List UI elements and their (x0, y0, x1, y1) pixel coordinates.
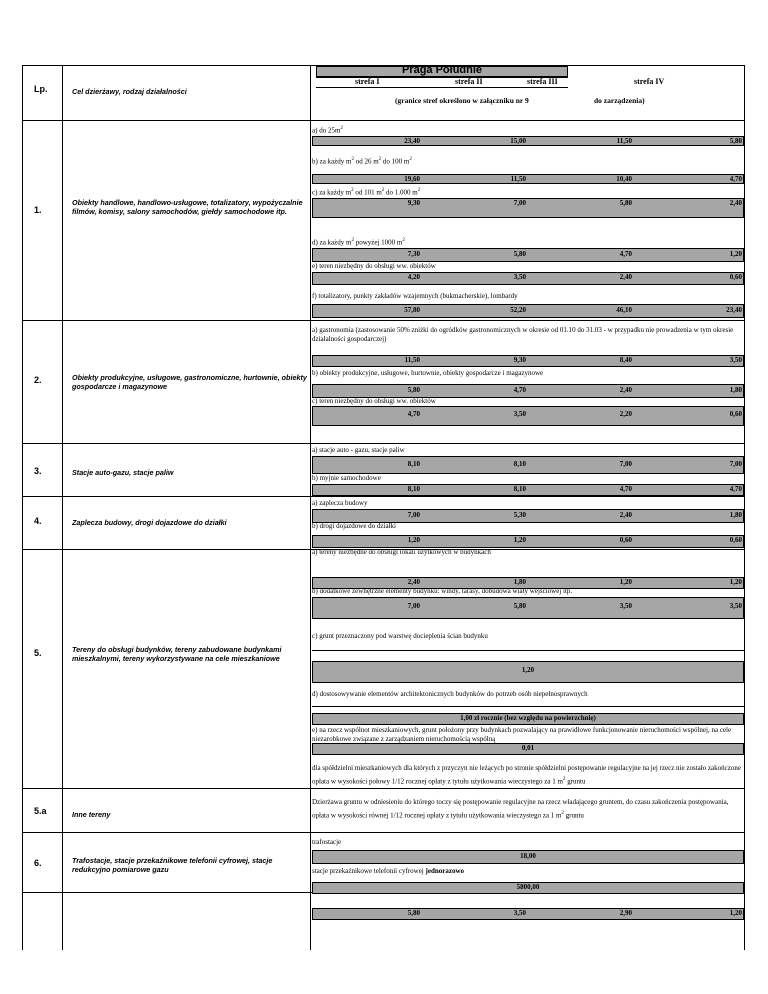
item-label: a) stacje auto - gazu, stacje paliw (312, 446, 405, 454)
item-text: Dzierżawa gruntu w odniesieniu do którego toczy się postępowanie regulacyjne na rzecz władającego gruntem, do czasu zakończenia postępowania, opłata w wysokości równej 1/12 rocznej opłaty z tytułu użytkowania wieczystego za 1 $m^2$ gruntu (312, 798, 729, 820)
value-zone-3: 4,70 (619, 485, 632, 493)
value-zone-2: 5,80 (513, 250, 526, 258)
row-number: 6. (34, 858, 42, 868)
zones-note: (granice stref określono w załączniku nr 9 (395, 96, 529, 105)
header-line (316, 87, 568, 88)
value-zone-1: 4,70 (407, 410, 420, 418)
zone-4-header: strefa IV (634, 77, 665, 86)
value-zone-3: 11,50 (616, 137, 632, 145)
row-separator (22, 320, 745, 321)
item-label: a) tereny niezbędne do obsługi lokali użytkowych w budynkach (312, 548, 491, 556)
value-zone-1: 7,00 (407, 602, 420, 610)
item-label: c) grunt przeznaczony pod warstwę docieplenia ścian budynku (312, 632, 488, 640)
value-zone-1: 5,80 (407, 386, 420, 394)
value-zone-2: 4,70 (513, 386, 526, 394)
value-zone-4: 1,80 (729, 386, 742, 394)
value-zone-3: 5,80 (619, 199, 632, 207)
value-all-zones: 1,00 zł rocznie (bez względu na powierzchnię) (460, 714, 596, 722)
item-label: dla spółdzielni mieszkaniowych dla których z przyczyn nie leżących po stronie spółdzielni postępowanie regulacyjne na jej rzecz nie zostało zakończone opłata w wysokości połowy 1/12 rocznej opłaty z tytułu użytkowania wieczystego za 1 $m^2$ gruntu (312, 764, 741, 786)
value-zone-2: 5,30 (513, 511, 526, 519)
value-zone-3: 2,40 (619, 511, 632, 519)
value-zone-4: 0,60 (729, 536, 742, 544)
item-label: b) drogi dojazdowe do działki (312, 522, 396, 530)
item-label: a) gastronomia (zastosowanie 50% zniżki do ogródków gastronomicznych w okresie od 01.10 do 31.03 - w przypadku nie prowadzenia w tym okresie działalności gospodarczej) (312, 326, 734, 343)
zone-3-header: strefa III (527, 77, 558, 86)
value-zone-3: 2,20 (619, 410, 632, 418)
value-zone-1: 8,10 (407, 485, 420, 493)
value-zone-2: 7,00 (513, 199, 526, 207)
row-separator (312, 650, 744, 651)
value-zone-2: 9,30 (513, 356, 526, 364)
item-label: e) na rzecz wspólnot mieszkaniowych, grunt położony przy budynkach pozwalający na prawidłowe funkcjonowanie nieruchomości wspólnej, na cele niezarobkowe związane z zarządzaniem nieruchomością wspólną (312, 726, 732, 743)
value-zone-3: 3,50 (619, 602, 632, 610)
lp-column-divider (62, 65, 63, 950)
item-label: b) myjnie samochodowe (312, 474, 381, 482)
value-zone-4: 0,60 (729, 273, 742, 281)
row-separator (22, 788, 745, 789)
row-description: Inne tereny (72, 810, 111, 819)
value-zone-4: 3,50 (729, 356, 742, 364)
value-zone-2: 8,10 (513, 460, 526, 468)
value-zone-4: 1,20 (729, 578, 742, 586)
value-zone-2: 3,50 (513, 410, 526, 418)
row-separator (22, 496, 745, 497)
value-zone-1: 8,10 (407, 460, 420, 468)
value-zone-3: 46,10 (616, 306, 632, 314)
value-zone-1: 1,20 (407, 536, 420, 544)
item-label: a) do $25m^2$ (312, 126, 343, 135)
value-zone-1: 11,50 (404, 356, 420, 364)
table-right-border (744, 65, 745, 950)
zone-2-header: strefa II (455, 77, 483, 86)
value-all-zones: 1,20 (521, 666, 535, 674)
row-description: Zaplecza budowy, drogi dojazdowe do działki (72, 518, 227, 527)
value-zone-2: 1,80 (513, 578, 526, 586)
item-label: c) za każdy $m^2$ od 101 $m^2$ do 1.000 $m^2$ (312, 188, 421, 197)
value-zone-3: 10,40 (616, 175, 632, 183)
row-separator (22, 443, 745, 444)
row-separator (312, 706, 744, 707)
value-zone-4: 0,60 (729, 410, 742, 418)
value-zone-3: 4,70 (619, 250, 632, 258)
item-label: e) teren niezbędny do obsługi ww. obiektów (312, 262, 436, 270)
row-description: Tereny do obsługi budynków, tereny zabudowane budynkami mieszkalnymi, tereny wykorzystywane na cele mieszkaniowe (72, 645, 282, 663)
zone-1-header: strefa I (355, 77, 380, 86)
item-label: d) za każdy $m^2$ powyżej 1000 $m^2$ (312, 238, 405, 247)
item-label: trafostacje (312, 838, 342, 846)
value-zone-3: 2,90 (619, 909, 632, 917)
value-zone-4: 23,40 (726, 306, 742, 314)
value-zone-4: 1,20 (729, 250, 742, 258)
item-label: d) dostosowywanie elementów architektonicznych budynków do potrzeb osób niepełnosprawnych (312, 690, 588, 698)
value-zone-4: 5,80 (729, 137, 742, 145)
value-zone-3: 1,20 (619, 578, 632, 586)
value-zone-2: 11,50 (510, 175, 526, 183)
value-zone-1: 7,00 (407, 511, 420, 519)
value-zone-4: 2,40 (729, 199, 742, 207)
zones-note-end: do zarządzenia) (594, 96, 645, 105)
value-zone-3: 2,40 (619, 273, 632, 281)
value-all-zones: 0,01 (521, 744, 535, 752)
region-title: Praga Południe (401, 64, 483, 76)
value-zone-2: 5,80 (513, 602, 526, 610)
row-number: 1. (34, 205, 42, 215)
value-zone-2: 3,50 (513, 909, 526, 917)
lp-header: Lp. (34, 84, 48, 94)
item-label: b) za każdy $m^2$ od 26 $m^2$ do 100 $m^2$ (312, 157, 412, 166)
value-zone-1: 57,80 (404, 306, 420, 314)
row-number: 5.a (34, 806, 47, 816)
desc-column-divider (310, 65, 311, 950)
value-zone-3: 2,40 (619, 386, 632, 394)
value-zone-1: 2,40 (407, 578, 420, 586)
value-zone-3: 0,60 (619, 536, 632, 544)
value-zone-4: 7,00 (729, 460, 742, 468)
value-zone-1: 19,60 (404, 175, 420, 183)
item-label: a) zaplecza budowy (312, 499, 368, 507)
item-label: f) totalizatory, punkty zakładów wzajemnych (bukmacherskie), lombardy (312, 292, 518, 300)
row-number: 3. (34, 466, 42, 476)
value-zone-1: 7,30 (407, 250, 420, 258)
item-label: b) dodatkowe zewnętrzne elementy budynku: windy, tarasy, dobudowa wiaty wejściowej itp. (312, 587, 573, 595)
purpose-header: Cel dzierżawy, rodzaj działalności (72, 87, 187, 96)
value-zone-1: 4,20 (407, 273, 420, 281)
value-zone-1: 9,30 (407, 199, 420, 207)
value-zone-4: 1,80 (729, 511, 742, 519)
row-separator (22, 832, 745, 833)
value-zone-2: 8,10 (513, 485, 526, 493)
row-number: 4. (34, 516, 42, 526)
item-label: b) obiekty produkcyjne, usługowe, hurtownie, obiekty gospodarcze i magazynowe (312, 369, 544, 377)
value-zone-2: 15,00 (510, 137, 526, 145)
item-label: stacje przekaźnikowe telefonii cyfrowej jednorazowo (312, 867, 465, 875)
value-zone-3: 8,40 (619, 356, 632, 364)
value-zone-1: 23,40 (404, 137, 420, 145)
value-zone-1: 5,80 (407, 909, 420, 917)
value-zone-2: 3,50 (513, 273, 526, 281)
row-description: Obiekty produkcyjne, usługowe, gastronomiczne, hurtownie, obiekty gospodarcze i magazynowe (72, 373, 307, 391)
value-zone-4: 3,50 (729, 602, 742, 610)
value-zone-4: 4,70 (729, 175, 742, 183)
value-zone-4: 4,70 (729, 485, 742, 493)
item-label: c) teren niezbędny do obsługi ww. obiektów (312, 397, 436, 405)
value-all-zones: 18,00 (520, 852, 536, 860)
table-left-border (22, 65, 23, 950)
row-separator (22, 120, 745, 121)
row-description: Trafostacje, stacje przekaźnikowe telefonii cyfrowej, stacje redukcyjno pomiarowe gazu (72, 856, 273, 874)
value-zone-4: 1,20 (729, 909, 742, 917)
row-description: Obiekty handlowe, handlowo-usługowe, totalizatory, wypożyczalnie filmów, komisy, salony samochodów, giełdy samochodowe itp. (72, 198, 303, 216)
value-zone-3: 7,00 (619, 460, 632, 468)
value-all-zones: 5800,00 (516, 883, 540, 891)
value-zone-2: 52,20 (510, 306, 526, 314)
value-zone-2: 1,20 (513, 536, 526, 544)
row-description: Stacje auto-gazu, stacje paliw (72, 468, 174, 477)
row-number: 2. (34, 375, 42, 385)
row-number: 5. (34, 648, 42, 658)
